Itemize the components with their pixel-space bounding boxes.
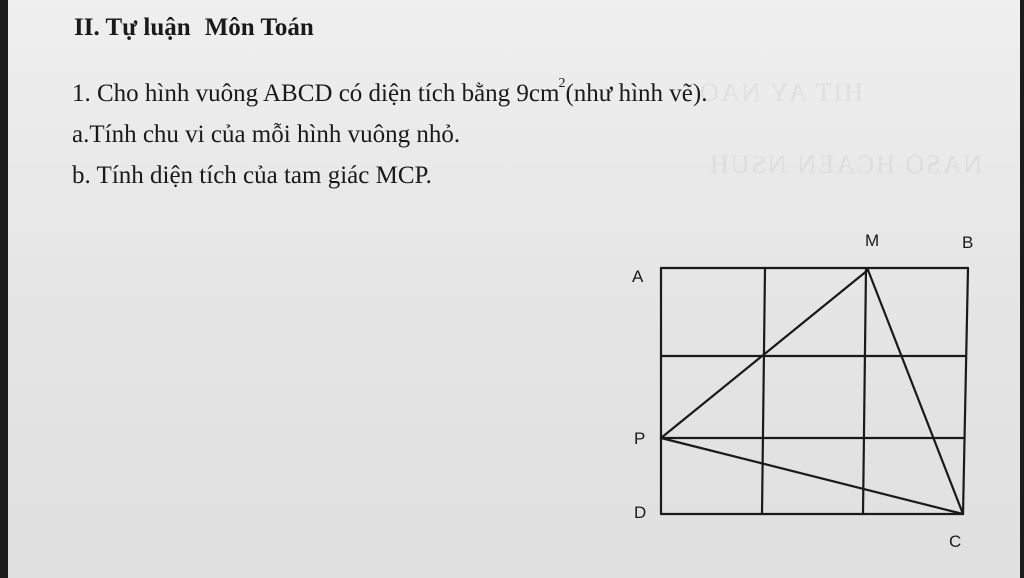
bleed-through-text: HIT AY NAO bbox=[698, 78, 863, 107]
question-b: b. Tính diện tích của tam giác MCP. bbox=[72, 162, 432, 189]
problem-statement-text: 1. Cho hình vuông ABCD có diện tích bằng 9cm bbox=[72, 80, 560, 107]
label-d: D bbox=[634, 503, 647, 522]
section-title-part1: II. Tự luận bbox=[74, 14, 191, 41]
square-edge-bc bbox=[963, 268, 968, 514]
squared-exponent: 2 bbox=[558, 76, 566, 91]
grid-line-vertical-1 bbox=[762, 268, 765, 514]
label-m: M bbox=[865, 231, 880, 250]
segment-mc bbox=[868, 270, 963, 514]
label-a: A bbox=[632, 267, 644, 286]
problem-statement-suffix: (như hình vẽ). bbox=[565, 80, 708, 107]
bleed-through-text: NASO HCAEN NSUH bbox=[708, 150, 983, 179]
label-c: C bbox=[949, 532, 962, 551]
question-a: a.Tính chu vi của mỗi hình vuông nhỏ. bbox=[72, 121, 461, 148]
segment-pc bbox=[661, 438, 963, 514]
label-p: P bbox=[634, 429, 646, 448]
grid-line-vertical-2 bbox=[863, 268, 866, 514]
section-title-part2: Môn Toán bbox=[204, 14, 314, 41]
worksheet-page bbox=[8, 0, 1020, 578]
square-abcd-figure bbox=[8, 0, 1020, 578]
label-b: B bbox=[962, 233, 974, 252]
